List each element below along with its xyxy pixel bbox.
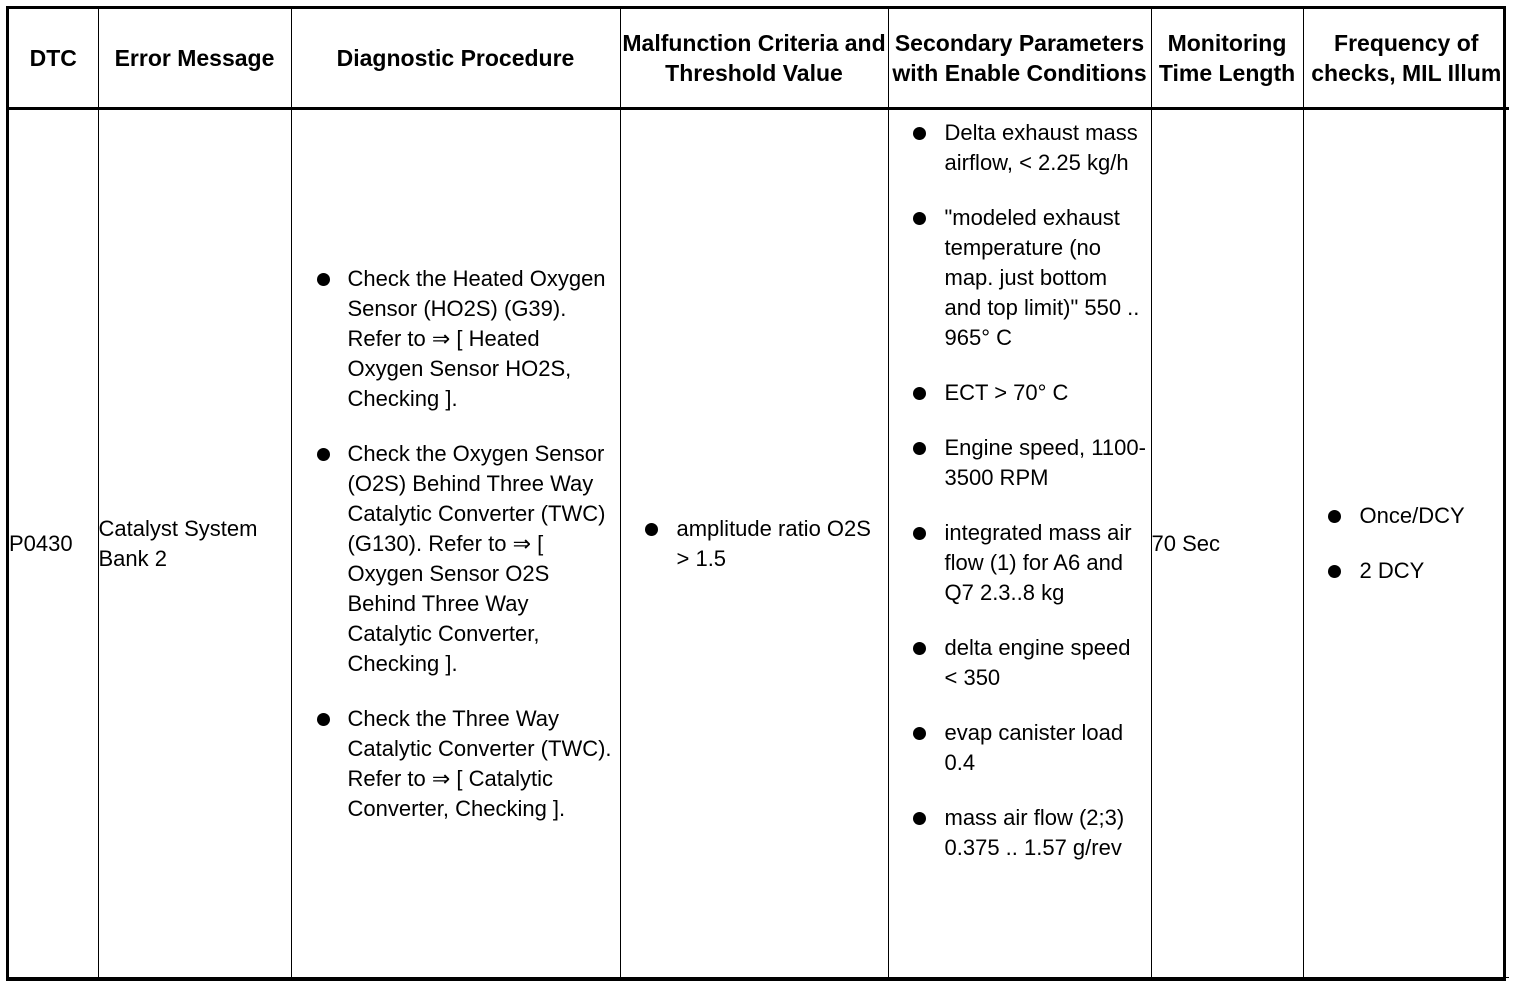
parameter-text: delta engine speed < 350 xyxy=(944,635,1131,690)
list-item xyxy=(1304,501,1510,531)
parameter-text: mass air flow (2;3) 0.375 .. 1.57 g/rev xyxy=(944,805,1125,860)
parameter-text: Engine speed, 1100-3500 RPM xyxy=(944,435,1146,490)
header-malfunction-criteria: Malfunction Criteria and Threshold Value xyxy=(620,9,888,109)
bullet-icon xyxy=(317,713,330,726)
secondary-parameters-cell xyxy=(888,109,1151,978)
dtc-code: P0430 xyxy=(9,109,98,978)
frequency-text: Once/DCY xyxy=(1359,503,1465,528)
header-error-message: Error Message xyxy=(98,9,291,109)
parameter-text: "modeled exhaust temperature (no map. just bottom and top limit)" 550 .. 965° C xyxy=(944,205,1140,350)
criteria-text: amplitude ratio O2S > 1.5 xyxy=(676,515,871,571)
list-item xyxy=(621,514,888,574)
dtc-table xyxy=(9,9,1509,978)
frequency-cell xyxy=(1303,109,1509,978)
header-monitoring-time: Monitoring Time Length xyxy=(1151,9,1303,109)
header-diagnostic-procedure: Diagnostic Procedure xyxy=(291,9,620,109)
bullet-icon xyxy=(317,273,330,286)
bullet-icon xyxy=(913,727,926,740)
procedure-text: Check the Heated Oxygen Sensor (HO2S) (G39). Refer to ⇒ [ Heated Oxygen Sensor HO2S, Checking ]. xyxy=(347,265,606,411)
list-item xyxy=(1304,556,1510,586)
header-row xyxy=(9,9,1509,109)
bullet-icon xyxy=(1328,565,1341,578)
list-item xyxy=(889,718,1151,778)
error-message: Catalyst System Bank 2 xyxy=(98,109,291,978)
bullet-icon xyxy=(913,127,926,140)
list-item xyxy=(889,378,1151,408)
bullet-icon xyxy=(913,812,926,825)
bullet-icon xyxy=(1328,510,1341,523)
header-dtc: DTC xyxy=(9,9,98,109)
malfunction-criteria-cell xyxy=(620,109,888,978)
bullet-icon xyxy=(913,442,926,455)
bullet-icon xyxy=(645,523,658,536)
list-item xyxy=(292,264,620,414)
header-secondary-parameters: Secondary Parameters with Enable Conditions xyxy=(888,9,1151,109)
frequency-text: 2 DCY xyxy=(1359,558,1425,583)
parameter-text: integrated mass air flow (1) for A6 and Q7 2.3..8 kg xyxy=(944,520,1132,605)
bullet-icon xyxy=(913,387,926,400)
secondary-parameters-list xyxy=(889,118,1151,863)
procedure-text: Check the Oxygen Sensor (O2S) Behind Three Way Catalytic Converter (TWC) (G130). Refer to ⇒ [ Oxygen Sensor O2S Behind Three Way Catalytic Converter, Checking ]. xyxy=(347,440,606,676)
list-item xyxy=(889,518,1151,608)
malfunction-criteria-list xyxy=(621,514,888,574)
list-item xyxy=(889,433,1151,493)
monitoring-time: 70 Sec xyxy=(1151,109,1303,978)
list-item xyxy=(889,203,1151,353)
parameter-text: ECT > 70° C xyxy=(944,380,1069,405)
list-item xyxy=(889,633,1151,693)
frequency-list xyxy=(1304,501,1510,586)
list-item xyxy=(889,118,1151,178)
header-frequency: Frequency of checks, MIL Illum xyxy=(1303,9,1509,109)
parameter-text: evap canister load 0.4 xyxy=(944,720,1124,775)
bullet-icon xyxy=(913,212,926,225)
list-item xyxy=(292,704,620,824)
diagnostic-procedure-cell xyxy=(291,109,620,978)
list-item xyxy=(292,439,620,679)
list-item xyxy=(889,803,1151,863)
bullet-icon xyxy=(913,642,926,655)
table-row xyxy=(9,109,1509,978)
diagnostic-procedure-list xyxy=(292,264,620,824)
bullet-icon xyxy=(913,527,926,540)
procedure-text: Check the Three Way Catalytic Converter (TWC). Refer to ⇒ [ Catalytic Converter, Checking ]. xyxy=(347,705,612,821)
parameter-text: Delta exhaust mass airflow, < 2.25 kg/h xyxy=(944,120,1138,175)
dtc-table-frame xyxy=(6,6,1506,981)
bullet-icon xyxy=(317,448,330,461)
